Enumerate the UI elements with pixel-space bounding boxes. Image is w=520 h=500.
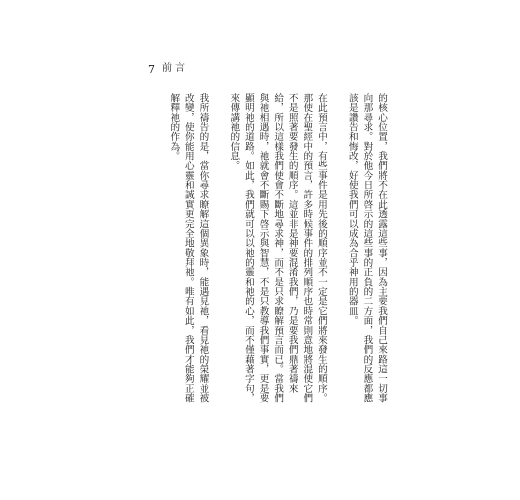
paragraph-1: 的核心位置，我們將不在此透露這些事，因為主要我們自己來路這一切事向那尋求。對於他今日所啓示的這些事的正負的二方面，我們的反應都應該是讚告和悔改，好使我們可以成為合乎神用的器皿。: [346, 93, 387, 403]
running-head: 前言: [162, 63, 188, 74]
paragraph-2: 在此預言中，有些事件是用先後的順序並不一定是它們將來發生的順序。那使在聖經中的預言，許多時候事件的排列順序也時常則意地將混使它們不是照著要發生的順序。這並非是神要混淆我們，乃是要我們鼎著禱來給，所以這樣我們使會不斷地尋求神，而不是只求瞭解預言而已。當我們與祂相遇時，祂就會不斷賜下啓示與智慧，不是只教導我們事實，更是要顯明祂的道路。如此，我們就可以以祂的靈和祂的心，而不僅藉著字句，來傳講祂的信息。: [228, 93, 327, 403]
body-text: [166, 93, 388, 403]
page-number: 7: [148, 63, 155, 76]
paragraph-3: 我所禱告的是，當你尋求瞭解這個異象時，能遇見祂，看見祂的榮耀並被改變，使你能用心靈和誠實更完全地敬拜祂。唯有如此，我們才能夠正確解釋祂的作為。: [168, 93, 209, 403]
